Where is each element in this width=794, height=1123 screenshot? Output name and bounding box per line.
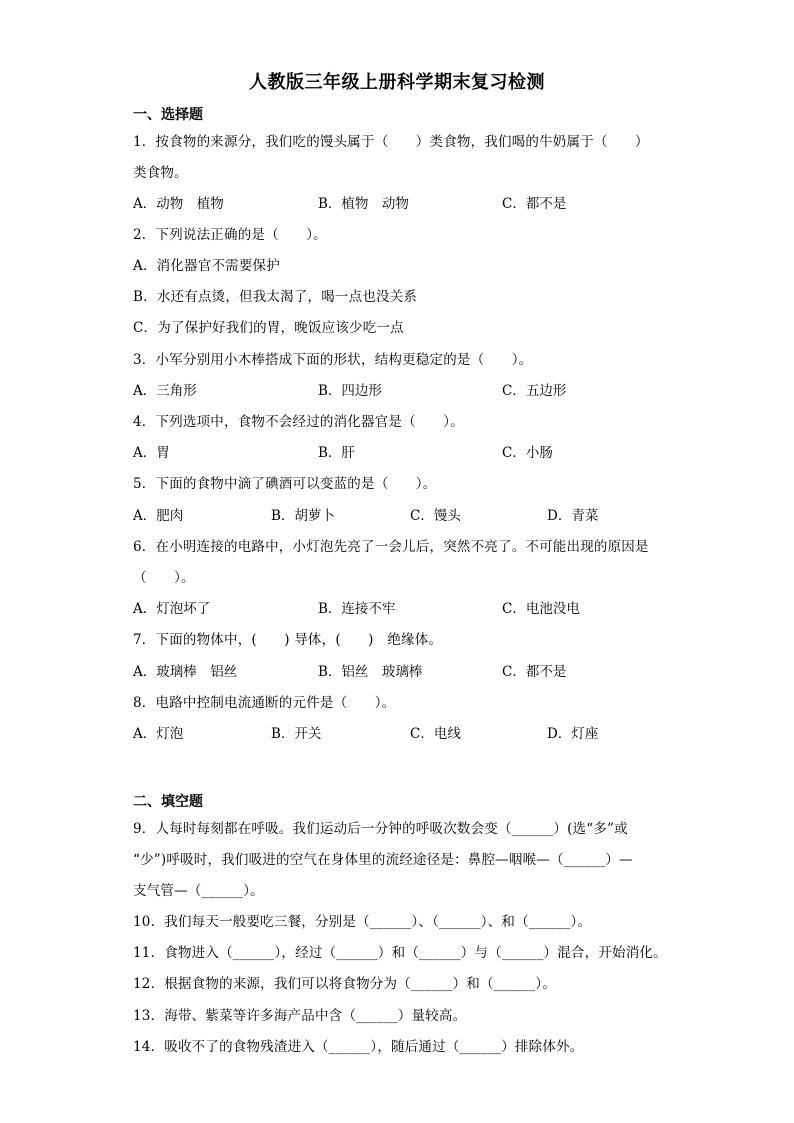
question-9-line-3: 支气管—（______）。 — [133, 883, 264, 899]
question-13: 13．海带、紫菜等许多海产品中含（______）量较高。 — [133, 1008, 467, 1024]
option-c: C．都不是 — [502, 664, 567, 680]
page-title: 人教版三年级上册科学期末复习检测 — [249, 72, 545, 93]
question-8-stem: 8．电路中控制电流通断的元件是（ ）。 — [133, 695, 396, 711]
option-d: D．青菜 — [547, 508, 599, 524]
question-9-line-1: 9．人每时每刻都在呼吸。我们运动后一分钟的呼吸次数会变（______）(选“多”或 — [133, 821, 628, 837]
option-a: A．玻璃棒 铝丝 — [133, 664, 238, 680]
option-b: B．连接不牢 — [318, 601, 396, 617]
question-14: 14．吸收不了的食物残渣进入（______），随后通过（______）排除体外。 — [133, 1039, 584, 1055]
option-a: A．动物 植物 — [133, 196, 224, 212]
option-b: B．四边形 — [318, 383, 382, 399]
question-2-option-b: B．水还有点烫，但我太渴了，喝一点也没关系 — [133, 289, 418, 305]
section-heading-fill-in: 二、填空题 — [133, 794, 203, 810]
option-a: A．灯泡 — [133, 726, 184, 742]
question-1-line-2: 类食物。 — [133, 165, 188, 181]
question-3-options — [133, 379, 673, 399]
question-2-option-c: C．为了保护好我们的胃，晚饭应该少吃一点 — [133, 320, 404, 336]
question-1-options — [133, 192, 673, 212]
option-c: C．都不是 — [502, 196, 567, 212]
option-d: D．灯座 — [547, 726, 599, 742]
question-11: 11．食物进入（______），经过（______）和（______）与（______）混合，开始消化。 — [133, 945, 667, 961]
option-c: C．电池没电 — [502, 601, 580, 617]
question-5-options — [133, 504, 673, 524]
option-b: B．胡萝卜 — [271, 508, 335, 524]
section-heading-choice: 一、选择题 — [133, 107, 203, 123]
question-5-stem: 5．下面的食物中滴了碘酒可以变蓝的是（ ）。 — [133, 476, 437, 492]
question-4-options — [133, 441, 673, 461]
option-c: C．电线 — [410, 726, 461, 742]
question-6-line-1: 6．在小明连接的电路中，小灯泡先亮了一会儿后，突然不亮了。不可能出现的原因是 — [133, 539, 649, 555]
option-c: C．小肠 — [502, 445, 553, 461]
option-c: C．馒头 — [410, 508, 461, 524]
question-2-option-a: A．消化器官不需要保护 — [133, 258, 280, 274]
question-8-options — [133, 722, 673, 742]
option-a: A．胃 — [133, 445, 170, 461]
option-b: B．肝 — [318, 445, 355, 461]
question-7-stem: 7．下面的物体中，( ) 导体，( ) 绝缘体。 — [133, 632, 443, 648]
question-6-options — [133, 597, 673, 617]
question-4-stem: 4．下列选项中，食物不会经过的消化器官是（ ）。 — [133, 414, 464, 430]
option-a: A．肥肉 — [133, 508, 184, 524]
question-6-line-2: （ ）。 — [133, 570, 195, 586]
option-b: B．铝丝 玻璃棒 — [318, 664, 423, 680]
question-7-options — [133, 660, 673, 680]
option-a: A．三角形 — [133, 383, 197, 399]
question-1-line-1: 1．按食物的来源分，我们吃的馒头属于（ ）类食物，我们喝的牛奶属于（ ） — [133, 134, 649, 150]
option-b: B．植物 动物 — [318, 196, 409, 212]
option-c: C．五边形 — [502, 383, 567, 399]
question-9-line-2: “少”)呼吸时，我们吸进的空气在身体里的流经途径是：鼻腔—咽喉—（______）— — [133, 852, 633, 868]
question-12: 12．根据食物的来源，我们可以将食物分为（______）和（______）。 — [133, 976, 557, 992]
option-a: A．灯泡坏了 — [133, 601, 211, 617]
option-b: B．开关 — [271, 726, 322, 742]
question-10: 10．我们每天一般要吃三餐，分别是（______）、（______）、和（______）。 — [133, 914, 592, 930]
question-3-stem: 3．小军分别用小木棒搭成下面的形状，结构更稳定的是（ ）。 — [133, 352, 533, 368]
question-2-stem: 2．下列说法正确的是（ ）。 — [133, 227, 327, 243]
